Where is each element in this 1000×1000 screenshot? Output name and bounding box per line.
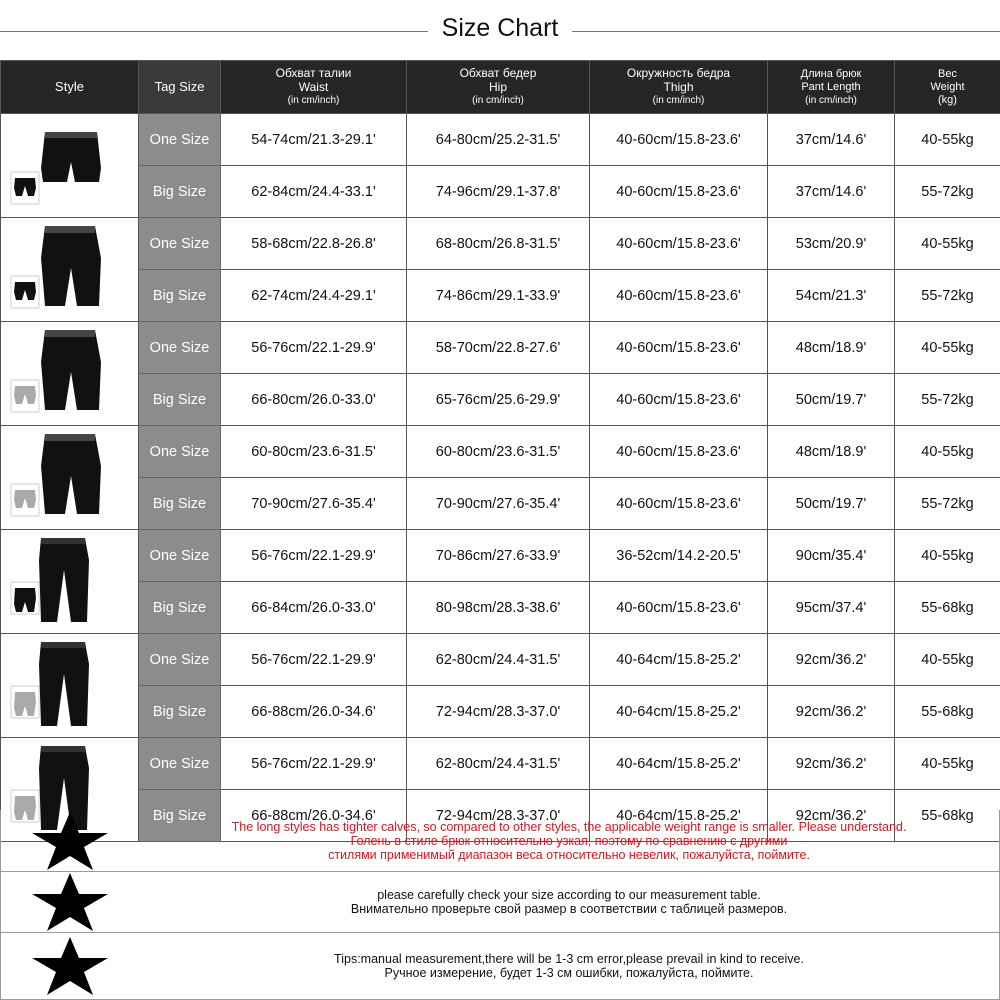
thigh-cell: 40-60cm/15.8-23.6'	[590, 114, 768, 166]
note-line: Внимательно проверьте свой размер в соответствии с таблицей размеров.	[350, 902, 788, 916]
note-text	[139, 952, 999, 980]
header-style: Style	[1, 61, 139, 114]
pant-length-cell: 37cm/14.6'	[768, 114, 895, 166]
weight-cell: 40-55kg	[895, 218, 1000, 270]
pant-length-cell: 48cm/18.9'	[768, 322, 895, 374]
capri-leggings-image	[1, 530, 139, 634]
header-thigh-unit: (in cm/inch)	[652, 95, 705, 106]
tag-size-cell: One Size	[139, 426, 221, 478]
table-row	[1, 426, 1000, 478]
table-row	[1, 582, 1000, 634]
notes-section	[0, 810, 1000, 1000]
hip-cell: 62-80cm/24.4-31.5'	[407, 634, 590, 686]
weight-cell: 55-68kg	[895, 582, 1000, 634]
header-hip-unit: (in cm/inch)	[472, 95, 524, 106]
hip-cell: 58-70cm/22.8-27.6'	[407, 322, 590, 374]
hip-cell: 60-80cm/23.6-31.5'	[407, 426, 590, 478]
header-weight-unit: (kg)	[938, 93, 957, 106]
title-bar	[0, 0, 1000, 60]
hip-cell: 65-76cm/25.6-29.9'	[407, 374, 590, 426]
waist-cell: 70-90cm/27.6-35.4'	[221, 478, 407, 530]
tag-size-cell: Big Size	[139, 374, 221, 426]
note-line: Tips:manual measurement,there will be 1-3 cm error,please prevail in kind to receive.	[334, 952, 804, 966]
table-row	[1, 218, 1000, 270]
pant-length-cell: 95cm/37.4'	[768, 582, 895, 634]
hip-cell: 68-80cm/26.8-31.5'	[407, 218, 590, 270]
table-row	[1, 270, 1000, 322]
thigh-cell: 40-60cm/15.8-23.6'	[590, 218, 768, 270]
pant-length-cell: 92cm/36.2'	[768, 790, 895, 842]
header-row	[1, 61, 1000, 114]
weight-cell: 55-68kg	[895, 790, 1000, 842]
thigh-cell: 36-52cm/14.2-20.5'	[590, 530, 768, 582]
hook-shorts-image	[1, 426, 139, 530]
tag-size-cell: Big Size	[139, 582, 221, 634]
note-line: The long styles has tighter calves, so compared to other styles, the applicable weight range is smaller. Please understand.	[231, 819, 907, 834]
table-row	[1, 634, 1000, 686]
table-row	[1, 530, 1000, 582]
header-tag-size: Tag Size	[139, 61, 221, 114]
weight-cell: 55-72kg	[895, 270, 1000, 322]
thigh-cell: 40-64cm/15.8-25.2'	[590, 686, 768, 738]
header-weight-en: Weight	[930, 80, 965, 93]
pant-length-cell: 53cm/20.9'	[768, 218, 895, 270]
pant-length-cell: 50cm/19.7'	[768, 478, 895, 530]
note-line: Ручное измерение, будет 1-3 см ошибки, пожалуйста, поймите.	[384, 966, 754, 980]
pant-length-cell: 37cm/14.6'	[768, 166, 895, 218]
star-icon	[1, 871, 139, 933]
header-thigh-en: Thigh	[663, 80, 694, 94]
waist-cell: 54-74cm/21.3-29.1'	[221, 114, 407, 166]
table-row	[1, 738, 1000, 790]
thigh-cell: 40-60cm/15.8-23.6'	[590, 582, 768, 634]
table-row	[1, 114, 1000, 166]
pant-length-cell: 92cm/36.2'	[768, 634, 895, 686]
tag-size-cell: One Size	[139, 634, 221, 686]
hip-cell: 64-80cm/25.2-31.5'	[407, 114, 590, 166]
header-waist-unit: (in cm/inch)	[287, 95, 340, 106]
hip-cell: 70-90cm/27.6-35.4'	[407, 478, 590, 530]
header-length-unit: (in cm/inch)	[805, 94, 857, 106]
thigh-cell: 40-64cm/15.8-25.2'	[590, 790, 768, 842]
short-shorts-image	[1, 114, 139, 218]
header-length-en: Pant Length	[801, 80, 861, 93]
hip-cell: 70-86cm/27.6-33.9'	[407, 530, 590, 582]
pant-length-cell: 92cm/36.2'	[768, 738, 895, 790]
hip-cell: 80-98cm/28.3-38.6'	[407, 582, 590, 634]
tag-size-cell: Big Size	[139, 478, 221, 530]
star-icon	[1, 810, 139, 872]
weight-cell: 40-55kg	[895, 530, 1000, 582]
thigh-cell: 40-64cm/15.8-25.2'	[590, 634, 768, 686]
hip-cell: 72-94cm/28.3-37.0'	[407, 790, 590, 842]
weight-cell: 40-55kg	[895, 738, 1000, 790]
table-row	[1, 686, 1000, 738]
header-hip-ru: Обхват бедер	[459, 66, 537, 80]
thigh-cell: 40-60cm/15.8-23.6'	[590, 374, 768, 426]
waist-cell: 66-84cm/26.0-33.0'	[221, 582, 407, 634]
knee-shorts-image	[1, 218, 139, 322]
pant-length-cell: 54cm/21.3'	[768, 270, 895, 322]
tag-size-cell: Big Size	[139, 790, 221, 842]
note-line: Голень в стиле брюк относительно узкая, поэтому по сравнению с другими	[350, 833, 788, 848]
note-text	[139, 888, 999, 916]
weight-cell: 55-72kg	[895, 374, 1000, 426]
note-row	[0, 810, 1000, 872]
header-hip-en: Hip	[488, 80, 507, 94]
tag-size-cell: Big Size	[139, 270, 221, 322]
table-row	[1, 374, 1000, 426]
pant-length-cell: 90cm/35.4'	[768, 530, 895, 582]
weight-cell: 40-55kg	[895, 634, 1000, 686]
waist-cell: 60-80cm/23.6-31.5'	[221, 426, 407, 478]
leggings-image	[1, 634, 139, 738]
hip-cell: 62-80cm/24.4-31.5'	[407, 738, 590, 790]
header-thigh-ru: Окружность бедра	[626, 66, 731, 80]
sauna-shorts-image	[1, 322, 139, 426]
waist-cell: 66-80cm/26.0-33.0'	[221, 374, 407, 426]
pant-length-cell: 50cm/19.7'	[768, 374, 895, 426]
waist-cell: 66-88cm/26.0-34.6'	[221, 790, 407, 842]
hip-cell: 74-86cm/29.1-33.9'	[407, 270, 590, 322]
thigh-cell: 40-60cm/15.8-23.6'	[590, 478, 768, 530]
thigh-cell: 40-60cm/15.8-23.6'	[590, 426, 768, 478]
waist-cell: 56-76cm/22.1-29.9'	[221, 530, 407, 582]
header-weight-ru: Вес	[938, 67, 957, 80]
thigh-cell: 40-60cm/15.8-23.6'	[590, 322, 768, 374]
weight-cell: 40-55kg	[895, 426, 1000, 478]
table-row	[1, 478, 1000, 530]
table-row	[1, 322, 1000, 374]
pant-length-cell: 48cm/18.9'	[768, 426, 895, 478]
waist-cell: 62-74cm/24.4-29.1'	[221, 270, 407, 322]
header-length	[768, 61, 895, 114]
header-waist	[221, 61, 407, 114]
note-text	[139, 820, 999, 862]
waist-cell: 56-76cm/22.1-29.9'	[221, 738, 407, 790]
table-row	[1, 166, 1000, 218]
tag-size-cell: One Size	[139, 738, 221, 790]
header-weight	[895, 61, 1000, 114]
header-length-ru: Длина брюк	[800, 67, 862, 80]
thigh-cell: 40-60cm/15.8-23.6'	[590, 166, 768, 218]
size-chart-table	[0, 60, 1000, 842]
header-waist-en: Waist	[298, 80, 329, 94]
note-line: стилями применимый диапазон веса относительно невелик, пожалуйста, поймите.	[328, 847, 810, 862]
tag-size-cell: One Size	[139, 218, 221, 270]
pant-length-cell: 92cm/36.2'	[768, 686, 895, 738]
tag-size-cell: One Size	[139, 322, 221, 374]
weight-cell: 55-68kg	[895, 686, 1000, 738]
waist-cell: 62-84cm/24.4-33.1'	[221, 166, 407, 218]
thigh-cell: 40-64cm/15.8-25.2'	[590, 738, 768, 790]
waist-cell: 56-76cm/22.1-29.9'	[221, 322, 407, 374]
tag-size-cell: One Size	[139, 114, 221, 166]
weight-cell: 40-55kg	[895, 114, 1000, 166]
weight-cell: 40-55kg	[895, 322, 1000, 374]
weight-cell: 55-72kg	[895, 166, 1000, 218]
hip-cell: 72-94cm/28.3-37.0'	[407, 686, 590, 738]
page-title: Size Chart	[428, 14, 573, 42]
note-row	[0, 933, 1000, 1000]
hip-cell: 74-96cm/29.1-37.8'	[407, 166, 590, 218]
header-thigh	[590, 61, 768, 114]
tag-size-cell: Big Size	[139, 686, 221, 738]
weight-cell: 55-72kg	[895, 478, 1000, 530]
header-hip	[407, 61, 590, 114]
waist-cell: 56-76cm/22.1-29.9'	[221, 634, 407, 686]
waist-cell: 66-88cm/26.0-34.6'	[221, 686, 407, 738]
tag-size-cell: One Size	[139, 530, 221, 582]
waist-cell: 58-68cm/22.8-26.8'	[221, 218, 407, 270]
thigh-cell: 40-60cm/15.8-23.6'	[590, 270, 768, 322]
note-line: please carefully check your size according to our measurement table.	[377, 888, 761, 902]
note-row	[0, 872, 1000, 933]
tag-size-cell: Big Size	[139, 166, 221, 218]
star-icon	[1, 935, 139, 997]
header-waist-ru: Обхват талии	[275, 66, 352, 80]
